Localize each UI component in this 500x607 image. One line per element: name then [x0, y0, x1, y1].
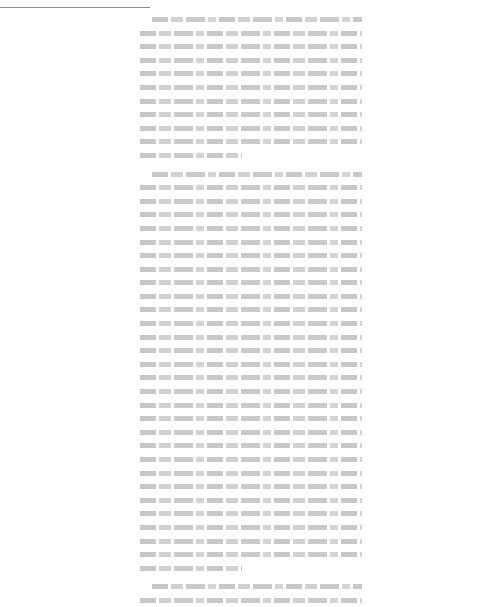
text-line: [140, 438, 362, 452]
text-line: [140, 107, 362, 121]
text-line: [140, 452, 362, 466]
text-line: [140, 207, 362, 221]
text-line: [140, 343, 362, 357]
text-line: [140, 80, 362, 94]
text-line: [140, 289, 362, 303]
paragraph-3: [140, 579, 362, 606]
text-line: [140, 398, 362, 412]
text-line: [140, 194, 362, 208]
running-header: [0, 0, 150, 8]
text-line: [140, 134, 362, 148]
text-line: [140, 66, 362, 80]
text-line: [140, 262, 362, 276]
text-line: [140, 479, 362, 493]
text-line: [140, 12, 362, 26]
text-line: [140, 534, 362, 548]
text-line: [140, 466, 362, 480]
text-line: [140, 275, 362, 289]
text-line: [140, 593, 362, 607]
text-line: [140, 561, 362, 575]
text-line: [140, 357, 362, 371]
text-line: [140, 520, 362, 534]
paragraph-1: [140, 12, 362, 162]
text-line: [140, 506, 362, 520]
text-line: [140, 547, 362, 561]
text-line: [140, 94, 362, 108]
text-line: [140, 53, 362, 67]
text-line: [140, 180, 362, 194]
text-line: [140, 221, 362, 235]
text-line: [140, 330, 362, 344]
text-line: [140, 302, 362, 316]
text-line: [140, 26, 362, 40]
text-line: [140, 370, 362, 384]
text-line: [140, 316, 362, 330]
text-line: [140, 411, 362, 425]
body-text: [140, 12, 362, 607]
text-line: [140, 425, 362, 439]
text-line: [140, 39, 362, 53]
text-line: [140, 148, 362, 162]
paragraph-2: [140, 167, 362, 575]
text-line: [140, 235, 362, 249]
text-line: [140, 384, 362, 398]
text-line: [140, 579, 362, 593]
text-line: [140, 248, 362, 262]
text-line: [140, 121, 362, 135]
text-line: [140, 167, 362, 181]
